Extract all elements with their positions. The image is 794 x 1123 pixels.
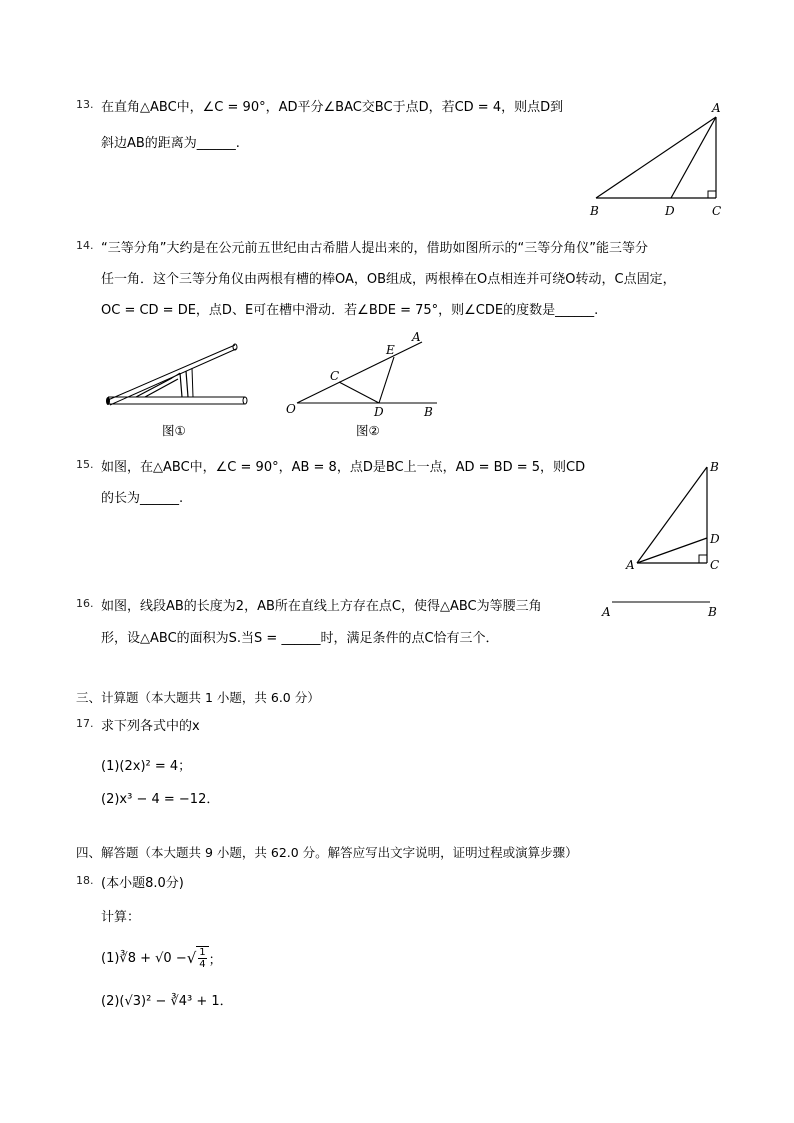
section4-heading: 四、解答题（本大题共 9 小题，共 62.0 分。解答应写出文字说明，证明过程或演算步骤） [76,845,578,860]
q13-number: 13. [76,98,94,111]
q14-fig2-caption: 图② [356,423,380,438]
q15-label-b: B [710,460,719,474]
q15-label-d: D [710,532,720,546]
q13-figure [586,100,726,225]
q18-part1-fraction [196,946,208,970]
q16-line1: 如图，线段AB的长度为2，AB所在直线上方存在点C，使得△ABC为等腰三角 [101,599,542,614]
q14-fig2-label-b: B [424,405,433,419]
q13-line1: 在直角△ABC中，∠C = 90°，AD平分∠BAC交BC于点D，若CD = 4，则点D到 [101,100,564,115]
q18-number: 18. [76,874,94,887]
q13-label-d: D [665,204,675,218]
q18-frac-denominator: 4 [199,959,206,970]
q18-part1-terms: ∛8 + √0 − [119,950,187,966]
q17-number: 17. [76,717,94,730]
q14-figure2 [282,330,442,445]
q14-line1: “三等分角”大约是在公元前五世纪由古希腊人提出来的，借助如图所示的“三等分角仪”能三等分 [101,241,648,256]
q14-fig2-label-e: E [386,343,395,357]
q14-fig2-label-d: D [374,405,384,419]
q16-figure [598,592,728,622]
q14-fig1-caption: 图① [162,423,186,438]
q13-label-b: B [590,204,599,218]
q17-part1: (1)(2x)² = 4； [101,759,192,774]
q15-label-a: A [626,558,635,572]
q18-part1: (1) ∛8 + √0 − √ $\frac{1}{4}$ ； [101,947,222,970]
q15-number: 15. [76,458,94,471]
q13-line2: 斜边AB的距离为______. [101,136,240,151]
q13-label-c: C [712,204,722,218]
q16-label-a: A [602,605,611,619]
q13-label-a: A [712,101,721,115]
q18-frac-numerator: 1 [199,947,206,958]
q14-number: 14. [76,239,94,252]
q18-part1-suffix: ； [208,952,222,968]
q17-prompt: 求下列各式中的x [101,719,200,734]
q14-fig2-label-c: C [330,369,340,383]
section3-heading: 三、计算题（本大题共 1 小题，共 6.0 分） [76,690,320,705]
q16-label-b: B [708,605,717,619]
q18-part1-prefix: (1) [101,950,120,966]
q15-label-c: C [710,558,720,572]
q14-line3: OC = CD = DE，点D、E可在槽中滑动．若∠BDE = 75°，则∠CDE的度数是______. [101,303,599,318]
q14-line2: 任一角．这个三等分角仪由两根有槽的棒OA，OB组成，两根棒在O点相连并可绕O转动，C点固定， [101,272,676,287]
q16-line2: 形，设△ABC的面积为S.当S = ______时，满足条件的点C恰有三个． [101,631,499,646]
q15-figure [622,455,732,580]
q18-part2: (2)(√3)² − ∛4³ + 1． [101,994,233,1009]
q17-part2: (2)x³ − 4 = −12． [101,792,220,807]
q15-line1: 如图，在△ABC中，∠C = 90°，AB = 8，点D是BC上一点，AD = BD = 5，则CD [101,460,586,475]
q14-fig2-label-a: A [412,330,421,344]
q18-prompt: 计算： [101,910,141,925]
q14-figure1 [100,335,260,445]
q14-fig2-label-o: O [286,402,296,416]
q15-line2: 的长为______. [101,491,184,506]
q16-number: 16. [76,597,94,610]
q18-points: (本小题8.0分) [101,876,184,891]
